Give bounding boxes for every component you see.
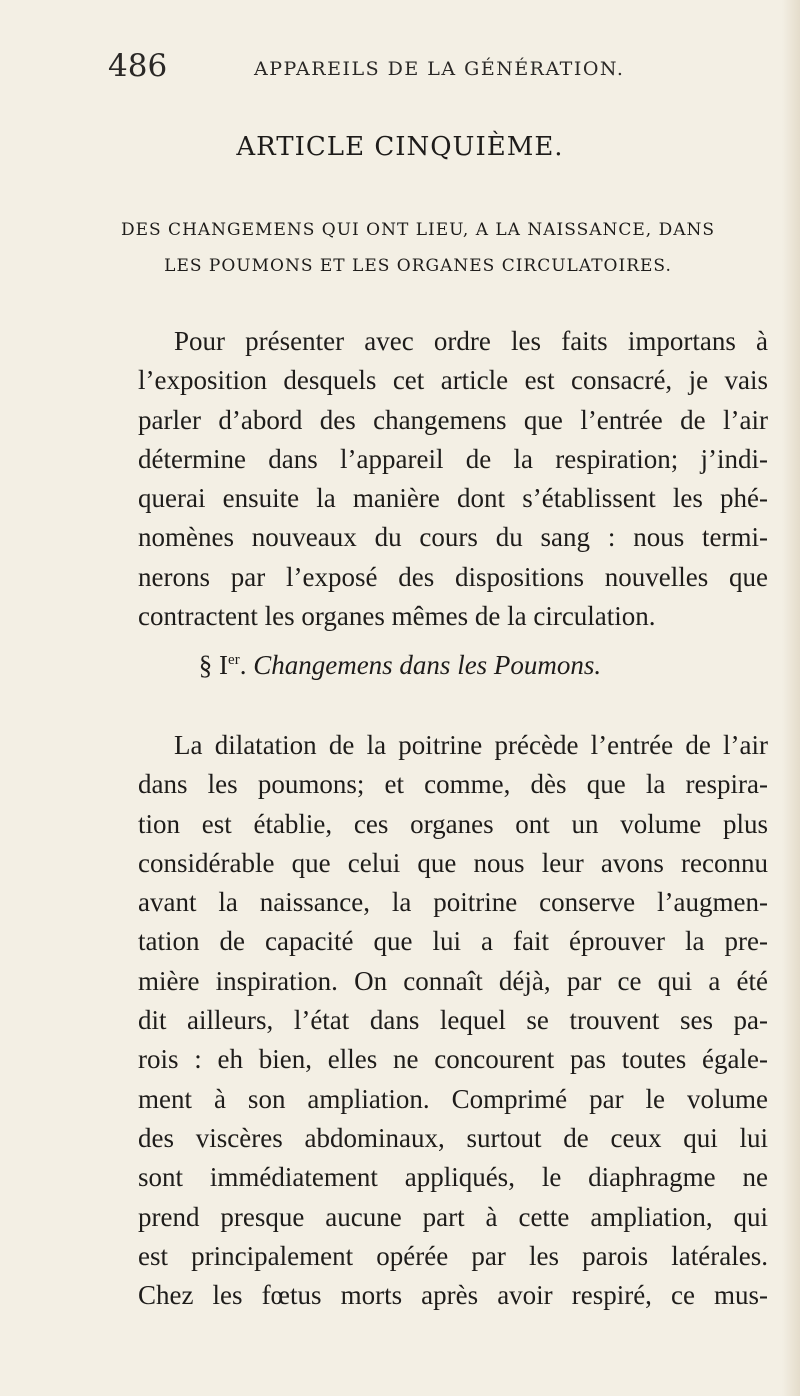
paragraph-intro <box>138 322 768 636</box>
paragraph-line: contractent les organes mêmes de la circulation. <box>138 601 656 632</box>
paragraph-line: tion est établie, ces organes ont un volume plus <box>138 808 768 839</box>
paragraph-line: Pour présenter avec ordre les faits importans à <box>174 326 768 356</box>
page-number: 486 <box>108 48 168 84</box>
paragraph-line: nerons par l’exposé des dispositions nouvelles que <box>138 561 768 592</box>
article-subtitle-line-2: LES POUMONS ET LES ORGANES CIRCULATOIRES. <box>164 256 672 276</box>
paragraph-line: sont immédiatement appliqués, le diaphragme ne <box>138 1162 768 1193</box>
section-period: . <box>239 650 247 680</box>
paragraph-line: des viscères abdominaux, surtout de ceux qui lui <box>138 1122 768 1153</box>
paragraph-lungs <box>138 726 768 1315</box>
page-header <box>108 48 708 88</box>
paragraph-line: est principalement opérée par les parois latérales. <box>138 1240 768 1271</box>
paragraph-line: détermine dans l’appareil de la respiration; j’indi- <box>138 443 768 474</box>
section-heading <box>0 650 800 681</box>
paragraph-line: prend presque aucune part à cette ampliation, qui <box>138 1201 768 1232</box>
paragraph-line: La dilatation de la poitrine précède l’entrée de l’air <box>174 730 768 760</box>
paragraph-line: nomènes nouveaux du cours du sang : nous termi- <box>138 522 768 553</box>
paragraph-line: Chez les fœtus morts après avoir respiré, ce mus- <box>138 1280 768 1311</box>
paragraph-line: rois : eh bien, elles ne concourent pas toutes égale- <box>138 1044 768 1075</box>
article-title: ARTICLE CINQUIÈME. <box>236 132 564 162</box>
paragraph-line: l’exposition desquels cet article est consacré, je vais <box>138 365 768 396</box>
running-head: APPAREILS DE LA GÉNÉRATION. <box>254 58 625 80</box>
paragraph-line: considérable que celui que nous leur avons reconnu <box>138 847 768 878</box>
section-symbol: § I <box>198 650 229 680</box>
paragraph-line: querai ensuite la manière dont s’établissent les phé- <box>138 483 768 514</box>
paragraph-line: dit ailleurs, l’état dans lequel se trouvent ses pa- <box>138 1005 768 1036</box>
page-edge-shadow <box>782 0 800 1396</box>
paragraph-line: tation de capacité que lui a fait éprouver la pre- <box>138 926 768 957</box>
paragraph-line: parler d’abord des changemens que l’entrée de l’air <box>138 404 768 435</box>
paragraph-line: dans les poumons; et comme, dès que la respira- <box>138 769 768 800</box>
paragraph-line: ment à son ampliation. Comprimé par le volume <box>138 1083 768 1114</box>
section-superscript: er <box>228 652 240 668</box>
article-subtitle-line-1: DES CHANGEMENS QUI ONT LIEU, A LA NAISSANCE, DANS <box>120 220 716 240</box>
section-title: Changemens dans les Poumons. <box>253 650 602 680</box>
paragraph-line: mière inspiration. On connaît déjà, par ce qui a été <box>138 965 768 996</box>
paragraph-line: avant la naissance, la poitrine conserve l’augmen- <box>138 887 768 918</box>
